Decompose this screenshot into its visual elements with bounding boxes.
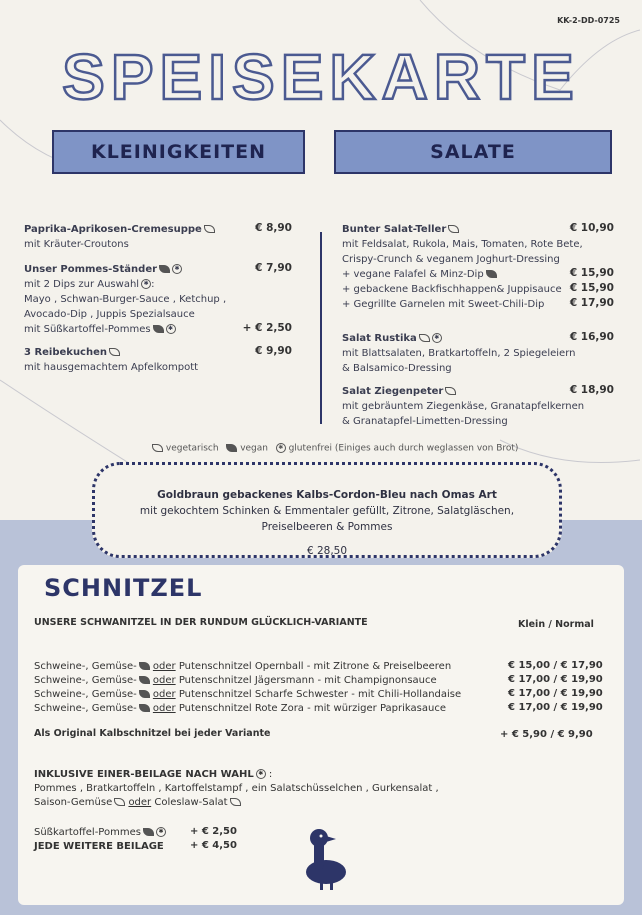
vegan-leaf-icon <box>143 828 154 836</box>
vegan-leaf-icon <box>159 265 170 273</box>
price-addon-garnelen: € 17,90 <box>569 297 614 309</box>
schnitzel-row: Schweine-, Gemüse- oder Putenschnitzel Opernball - mit Zitrone & Preiselbeeren <box>34 661 452 672</box>
column-divider <box>320 232 322 424</box>
item-salat-ziegenpeter: Salat Ziegenpeter mit gebräuntem Ziegenkäse, Granatapfelkernen & Granatapfel-Limetten-Dressing <box>342 386 585 427</box>
schnitzel-price: € 17,00 / € 19,90 <box>508 688 603 699</box>
price-salat-ziegenpeter: € 18,90 <box>569 384 614 396</box>
section-schnitzel-title: SCHNITZEL <box>44 574 203 602</box>
price-suesskartoffel: + € 2,50 <box>242 322 292 334</box>
duck-icon <box>300 826 352 892</box>
header-kleinigkeiten: KLEINIGKEITEN <box>52 130 305 174</box>
glutenfree-icon: ✱ <box>172 264 182 274</box>
item-bunter-salat: Bunter Salat-Teller mit Feldsalat, Rukola, Mais, Tomaten, Rote Bete, Crispy-Crunch & veganem Joghurt-Dressing + vegane Falafel & Minz-Dip + gebackene Backfischhappen& Juppisauce + Gegrillte Garnelen mit Sweet-Chili-Dip <box>342 224 583 310</box>
schnitzel-subtitle: UNSERE SCHWANITZEL IN DER RUNDUM GLÜCKLICH-VARIANTE <box>34 617 368 628</box>
glutenfree-icon: ✱ <box>141 279 151 289</box>
price-pommes: € 7,90 <box>255 262 292 274</box>
extra-price: + € 4,50 <box>190 840 237 851</box>
kalbschnitzel-price: + € 5,90 / € 9,90 <box>500 729 593 740</box>
price-addon-backfisch: € 15,90 <box>569 282 614 294</box>
header-salate: SALATE <box>334 130 612 174</box>
extras-block: Süßkartoffel-Pommes ✱ JEDE WEITERE BEILAGE <box>34 826 166 854</box>
cordon-bleu-box: Goldbraun gebackenes Kalbs-Cordon-Bleu nach Omas Art mit gekochtem Schinken & Emmentaler gefüllt, Zitrone, Salatgläschen, Preiselbeeren & Pommes € 28,50 <box>92 462 562 558</box>
leaf-icon <box>445 387 456 395</box>
schnitzel-price: € 17,00 / € 19,90 <box>508 674 603 685</box>
schnitzel-price: € 17,00 / € 19,90 <box>508 702 603 713</box>
leaf-icon <box>109 348 120 356</box>
schnitzel-rows <box>34 660 461 716</box>
vegan-leaf-icon <box>139 704 150 712</box>
item-suppe: Paprika-Aprikosen-Cremesuppe mit Kräuter-Croutons <box>24 222 215 252</box>
vegan-leaf-icon <box>139 676 150 684</box>
item-pommes: Unser Pommes-Ständer ✱ mit 2 Dips zur Auswahl ✱ : Mayo , Schwan-Burger-Sauce , Ketchup , Avocado-Dip , Juppis Spezialsauce mit Süßkartoffel-Pommes ✱ <box>24 264 227 335</box>
schnitzel-row: Schweine-, Gemüse- oder Putenschnitzel Scharfe Schwester - mit Chili-Hollandaise <box>34 689 462 700</box>
extra-price: + € 2,50 <box>190 826 237 837</box>
vegan-leaf-icon <box>226 444 237 452</box>
legend: vegetarisch vegan ✱ glutenfrei (Einiges auch durch weglassen von Brot) <box>150 443 518 454</box>
schnitzel-row: Schweine-, Gemüse- oder Putenschnitzel Jägersmann - mit Champignonsauce <box>34 675 437 686</box>
beilage-block: INKLUSIVE EINER-BEILAGE NACH WAHL ✱ : Pommes , Bratkartoffeln , Kartoffelstampf , ein Salatschüsselchen , Gurkensalat , Saison-Gemüse oder Coleslaw-Salat <box>34 769 439 808</box>
item-salat-rustika: Salat Rustika ✱ mit Blattsalaten, Bratkartoffeln, 2 Spiegeleiern & Balsamico-Dressing <box>342 333 576 374</box>
glutenfree-icon: ✱ <box>276 443 286 453</box>
leaf-icon <box>419 334 430 342</box>
vegan-leaf-icon <box>139 690 150 698</box>
menu-code: KK-2-DD-0725 <box>557 16 620 25</box>
price-bunter-salat: € 10,90 <box>569 222 614 234</box>
leaf-icon <box>152 444 163 452</box>
kalbschnitzel-label: Als Original Kalbschnitzel bei jeder Variante <box>34 728 271 739</box>
schnitzel-row: Schweine-, Gemüse- oder Putenschnitzel Rote Zora - mit würziger Paprikasauce <box>34 703 446 714</box>
size-header: Klein / Normal <box>518 619 594 630</box>
page-title: SPEISEKARTE <box>62 41 580 113</box>
glutenfree-icon: ✱ <box>432 333 442 343</box>
price-suppe: € 8,90 <box>255 222 292 234</box>
leaf-icon <box>204 225 215 233</box>
leaf-icon <box>448 225 459 233</box>
leaf-icon <box>230 798 241 806</box>
glutenfree-icon: ✱ <box>256 769 266 779</box>
glutenfree-icon: ✱ <box>156 827 166 837</box>
price-reibekuchen: € 9,90 <box>255 345 292 357</box>
vegan-leaf-icon <box>153 325 164 333</box>
leaf-icon <box>114 798 125 806</box>
cordon-price: € 28,50 <box>306 545 348 557</box>
price-addon-falafel: € 15,90 <box>569 267 614 279</box>
glutenfree-icon: ✱ <box>166 324 176 334</box>
schnitzel-price: € 15,00 / € 17,90 <box>508 660 603 671</box>
vegan-leaf-icon <box>486 270 497 278</box>
item-reibekuchen: 3 Reibekuchen mit hausgemachtem Apfelkompott <box>24 347 199 373</box>
price-salat-rustika: € 16,90 <box>569 331 614 343</box>
vegan-leaf-icon <box>139 662 150 670</box>
